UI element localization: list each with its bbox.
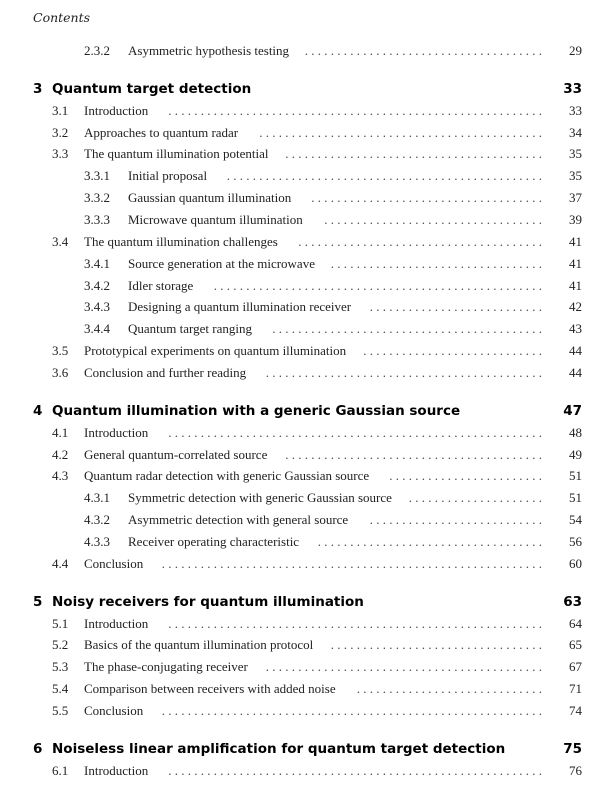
toc-entry[interactable] [0,553,605,575]
entry-number: 5.5 [52,703,69,719]
entry-page-number: 49 [569,446,582,462]
toc-entry[interactable] [0,100,605,122]
entry-title: Idler storage [128,277,194,293]
entry-number: 4.3 [52,468,69,484]
dot-leader: . . . . . . . . . . . . . . . . . . . . . . . . . . . . . . . . . . . [317,533,542,549]
entry-title: Conclusion [84,555,144,571]
toc-entry[interactable] [0,187,605,209]
toc-entry[interactable] [0,253,605,275]
toc-entry[interactable] [0,318,605,340]
entry-number: 5 [33,593,43,610]
toc-entry[interactable] [0,700,605,722]
dot-leader: . . . . . . . . . . . . . . . . . . . . . . . . . . . . . . . . . . . . . . . . [285,146,542,162]
entry-page-number: 54 [569,512,582,528]
entry-page-number: 34 [569,124,582,140]
entry-number: 6 [33,740,43,757]
entry-page-number: 64 [569,615,582,631]
entry-number: 4.1 [52,424,69,440]
toc-entry[interactable] [0,144,605,166]
entry-page-number: 42 [569,299,582,315]
dot-leader: . . . . . . . . . . . . . . . . . . . . . . . . . . . . . . . . . . . . . . . . . . . [265,659,542,675]
entry-page-number: 29 [569,42,582,58]
entry-page-number: 33 [569,102,582,118]
entry-title: Approaches to quantum radar [84,124,239,140]
entry-title: Quantum target detection [52,80,252,97]
toc-entry[interactable] [0,122,605,144]
entry-page-number: 37 [569,190,582,206]
entry-title: Introduction [84,102,149,118]
entry-page-number: 48 [569,424,582,440]
entry-page-number: 71 [569,681,582,697]
entry-page-number: 74 [569,703,582,719]
entry-number: 4.3.2 [84,512,110,528]
dot-leader: . . . . . . . . . . . . . . . . . . . . . . . . . . . . . . . . . . . . . . . . [285,446,542,462]
entry-title: Quantum target ranging [128,321,252,337]
entry-number: 3.3.3 [84,211,110,227]
entry-page-number: 51 [569,490,582,506]
toc-entry[interactable] [0,444,605,466]
dot-leader: . . . . . . . . . . . . . . . . . . . . . . . . . . . . . . . . . . . . . . . . . . . . . . . . . . . . . . . . . . [168,615,542,631]
toc-entry[interactable] [0,231,605,253]
entry-number: 5.3 [52,659,69,675]
entry-page-number: 43 [569,321,582,337]
entry-number: 3.3.1 [84,168,110,184]
toc-entry[interactable] [0,509,605,531]
entry-title: Basics of the quantum illumination protocol [84,637,314,653]
dot-leader: . . . . . . . . . . . . . . . . . . . . . . . . . . . . . . . . . [330,637,542,653]
entry-title: Designing a quantum illumination receiver [128,299,352,315]
entry-number: 3.2 [52,124,69,140]
dot-leader: . . . . . . . . . . . . . . . . . . . . . . . . . . . . . . . . . . . . . . . . . . . . . . . . . [226,168,542,184]
entry-title: Gaussian quantum illumination [128,190,292,206]
dot-leader: . . . . . . . . . . . . . . . . . . . . . . . . . . . . . . . . . . . . . . . . . . . . . . . . . . . . . . . . . . [168,102,542,118]
dot-leader: . . . . . . . . . . . . . . . . . . . . . [408,490,542,506]
entry-page-number: 39 [569,211,582,227]
entry-number: 3.5 [52,343,69,359]
entry-page-number: 41 [569,277,582,293]
entry-title: The quantum illumination challenges [84,233,278,249]
entry-number: 4.4 [52,555,69,571]
entry-page-number: 35 [569,146,582,162]
toc-entry[interactable] [0,340,605,362]
dot-leader: . . . . . . . . . . . . . . . . . . . . . . . . . . . . . . . . . . . . . . . . . . . . . . . . . . . . . . . . . . [168,762,542,778]
toc-chapter-entry[interactable] [0,591,605,613]
entry-page-number: 51 [569,468,582,484]
entry-page-number: 65 [569,637,582,653]
dot-leader: . . . . . . . . . . . . . . . . . . . . . . . . . . . . . . . . . . . . . . . . . . [272,321,542,337]
entry-title: Source generation at the microwave [128,255,315,271]
entry-number: 3.3 [52,146,69,162]
toc-entry[interactable] [0,531,605,553]
entry-title: Prototypical experiments on quantum illumination [84,343,347,359]
dot-leader: . . . . . . . . . . . . . . . . . . . . . . . . . . . . [363,343,542,359]
entry-number: 4 [33,402,43,419]
entry-page-number: 47 [563,402,582,419]
entry-number: 4.3.3 [84,533,110,549]
entry-title: Comparison between receivers with added noise [84,681,336,697]
toc-entry[interactable] [0,275,605,297]
toc-entry[interactable] [0,209,605,231]
dot-leader: . . . . . . . . . . . . . . . . . . . . . . . . . . . . . [356,681,542,697]
entry-title: Initial proposal [128,168,208,184]
dot-leader: . . . . . . . . . . . . . . . . . . . . . . . . . . . . . . . . . . . . . . . . . . . . . . . . . . . . . . . . . . . [161,703,542,719]
dot-leader: . . . . . . . . . . . . . . . . . . . . . . . . . . . . . . . . . . . . . . . . . . . . . . . . . . . . . . . . . . [168,424,542,440]
entry-title: The phase-conjugating receiver [84,659,248,675]
entry-title: Introduction [84,424,149,440]
toc-entry[interactable] [0,635,605,657]
dot-leader: . . . . . . . . . . . . . . . . . . . . . . . . . . . . . . . . . . . . . . . . . . . . [259,124,542,140]
entry-title: Conclusion [84,703,144,719]
entry-page-number: 75 [563,740,582,757]
entry-number: 3.4.3 [84,299,110,315]
entry-title: Introduction [84,615,149,631]
entry-title: Noisy receivers for quantum illumination [52,593,364,610]
entry-title: Asymmetric detection with general source [128,512,349,528]
toc-entry[interactable] [0,422,605,444]
dot-leader: . . . . . . . . . . . . . . . . . . . . . . . . . . . . . . . . . . . . . . . . . . . . . . . . . . . [213,277,542,293]
entry-number: 2.3.2 [84,42,110,58]
entry-title: General quantum-correlated source [84,446,268,462]
dot-leader: . . . . . . . . . . . . . . . . . . . . . . . . [389,468,542,484]
dot-leader: . . . . . . . . . . . . . . . . . . . . . . . . . . . . . . . . . . . . . . . . . . . . . . . . . . . . . . . . . . . [161,555,542,571]
entry-number: 4.3.1 [84,490,110,506]
entry-page-number: 35 [569,168,582,184]
dot-leader: . . . . . . . . . . . . . . . . . . . . . . . . . . . . . . . . . . . . . [304,42,542,58]
running-header: Contents [33,10,91,25]
toc-entry[interactable] [0,362,605,384]
toc-entry[interactable] [0,165,605,187]
toc-entry[interactable] [0,487,605,509]
entry-page-number: 41 [569,255,582,271]
entry-page-number: 76 [569,762,582,778]
dot-leader: . . . . . . . . . . . . . . . . . . . . . . . . . . . . . . . . . . . . . . . . . . . [265,364,542,380]
entry-title: Introduction [84,762,149,778]
toc-entry[interactable] [0,296,605,318]
entry-number: 3.4 [52,233,69,249]
toc-chapter-entry[interactable] [0,400,605,422]
toc-entry[interactable] [0,678,605,700]
entry-number: 5.1 [52,615,69,631]
toc-entry[interactable] [0,40,605,62]
toc-entry[interactable] [0,760,605,782]
toc-chapter-entry[interactable] [0,738,605,760]
entry-number: 5.2 [52,637,69,653]
entry-title: Noiseless linear amplification for quantum target detection [52,740,506,757]
entry-title: Asymmetric hypothesis testing [128,42,290,58]
entry-number: 6.1 [52,762,69,778]
entry-number: 3.4.2 [84,277,110,293]
entry-page-number: 67 [569,659,582,675]
entry-number: 5.4 [52,681,69,697]
entry-page-number: 60 [569,555,582,571]
entry-page-number: 44 [569,343,582,359]
entry-page-number: 41 [569,233,582,249]
entry-title: Receiver operating characteristic [128,533,300,549]
entry-number: 3.1 [52,102,69,118]
entry-title: Microwave quantum illumination [128,211,303,227]
entry-title: Symmetric detection with generic Gaussian source [128,490,392,506]
entry-number: 3.4.1 [84,255,110,271]
toc-entry[interactable] [0,613,605,635]
toc-entry[interactable] [0,466,605,488]
entry-number: 3 [33,80,43,97]
entry-page-number: 56 [569,533,582,549]
entry-title: Conclusion and further reading [84,364,247,380]
dot-leader: . . . . . . . . . . . . . . . . . . . . . . . . . . . [369,512,542,528]
toc-entry[interactable] [0,656,605,678]
dot-leader: . . . . . . . . . . . . . . . . . . . . . . . . . . . . . . . . . . . . . . [298,233,542,249]
entry-number: 3.3.2 [84,190,110,206]
entry-page-number: 44 [569,364,582,380]
entry-page-number: 63 [563,593,582,610]
dot-leader: . . . . . . . . . . . . . . . . . . . . . . . . . . . . . . . . . [330,255,542,271]
entry-page-number: 33 [563,80,582,97]
entry-number: 4.2 [52,446,69,462]
entry-title: Quantum radar detection with generic Gaussian source [84,468,370,484]
dot-leader: . . . . . . . . . . . . . . . . . . . . . . . . . . . . . . . . . . [324,211,542,227]
entry-title: The quantum illumination potential [84,146,269,162]
table-of-contents [0,40,605,782]
entry-number: 3.6 [52,364,69,380]
dot-leader: . . . . . . . . . . . . . . . . . . . . . . . . . . . [369,299,542,315]
toc-chapter-entry[interactable] [0,78,605,100]
entry-number: 3.4.4 [84,321,110,337]
dot-leader: . . . . . . . . . . . . . . . . . . . . . . . . . . . . . . . . . . . . [311,190,542,206]
entry-title: Quantum illumination with a generic Gaussian source [52,402,461,419]
